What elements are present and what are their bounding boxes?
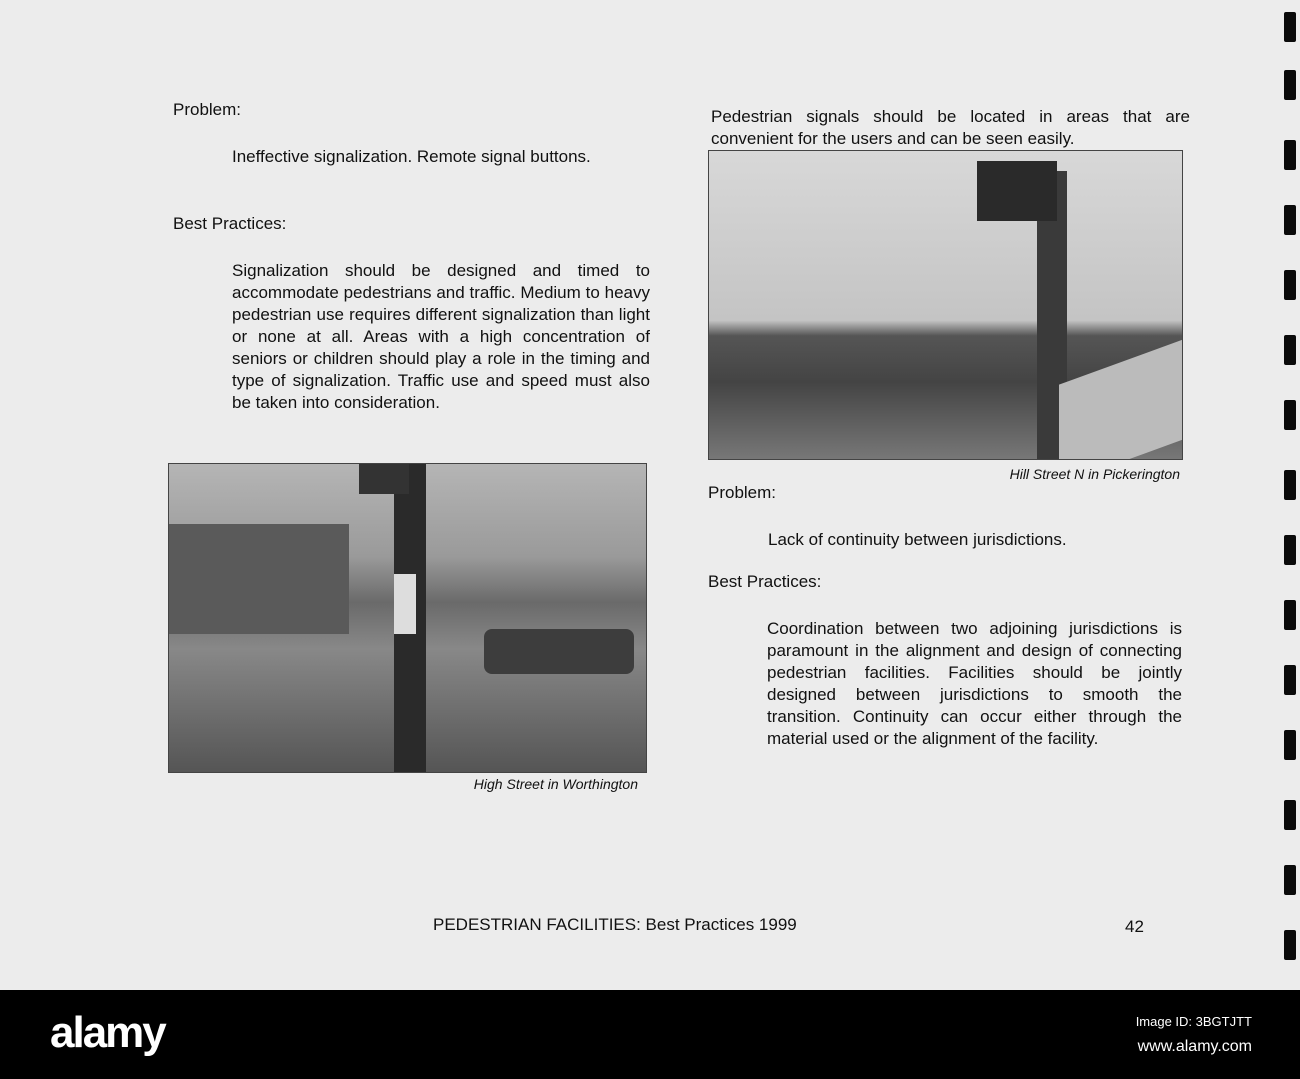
left-problem-text: Ineffective signalization. Remote signal buttons.	[232, 147, 591, 166]
right-problem-text: Lack of continuity between jurisdictions.	[768, 530, 1067, 549]
alamy-logo: alamy	[50, 1008, 165, 1057]
left-best-text: Signalization should be designed and timed to accommodate pedestrians and traffic. Medium to heavy pedestrian use requires different signalization than light or none at all. Areas with a high concentration of seniors or children should play a role in the timing and type of signalization. Traffic use and speed must also be taken into consideration.	[232, 261, 650, 412]
right-photo-caption: Hill Street N in Pickerington	[1009, 466, 1180, 482]
right-problem-heading: Problem:	[708, 483, 777, 502]
watermark-bar	[0, 990, 1300, 1079]
alamy-url[interactable]: www.alamy.com	[1137, 1038, 1252, 1055]
image-id: Image ID: 3BGTJTT	[1135, 1014, 1252, 1029]
right-best-text: Coordination between two adjoining jurisdictions is paramount in the alignment and design of connecting pedestrian facilities. Facilities should be jointly designed between jurisdictions to smooth the transition. Continuity can occur either through the material used or the alignment of the facility.	[767, 619, 1182, 748]
right-intro-text: Pedestrian signals should be located in areas that are convenient for the users and can be seen easily.	[711, 107, 1190, 148]
footer-title: PEDESTRIAN FACILITIES: Best Practices 1999	[433, 915, 797, 934]
photo-high-street	[168, 463, 647, 773]
left-photo-caption: High Street in Worthington	[473, 776, 638, 792]
right-best-heading: Best Practices:	[708, 572, 822, 591]
left-best-heading: Best Practices:	[173, 214, 287, 233]
page-number: 42	[1125, 917, 1144, 936]
photo-hill-street	[708, 150, 1183, 460]
left-problem-heading: Problem:	[173, 100, 242, 119]
